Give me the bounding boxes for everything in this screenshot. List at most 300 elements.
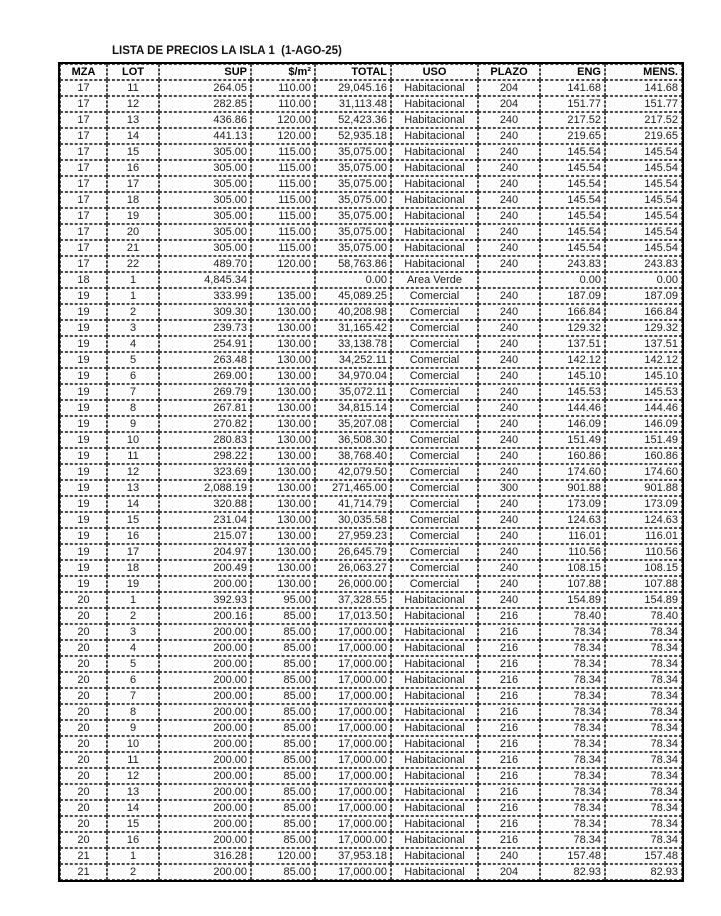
cell-plazo: 240 <box>478 496 540 512</box>
cell-lot: 1 <box>107 288 159 304</box>
cell-uso: Habitacional <box>391 704 478 720</box>
cell-total: 52,935.18 <box>315 128 391 144</box>
table-row <box>60 240 682 256</box>
cell-sup: 320.88 <box>159 496 251 512</box>
cell-mens: 144.46 <box>605 400 682 416</box>
cell-uso: Comercial <box>391 384 478 400</box>
cell-lot: 18 <box>107 192 159 208</box>
cell-mza: 19 <box>60 288 107 304</box>
cell-total: 17,000.00 <box>315 816 391 832</box>
cell-total: 35,075.00 <box>315 160 391 176</box>
cell-mens: 145.54 <box>605 176 682 192</box>
cell-price-per-m2: 130.00 <box>251 560 315 576</box>
cell-total: 31,113.48 <box>315 96 391 112</box>
cell-mens: 78.34 <box>605 752 682 768</box>
cell-sup: 264.05 <box>159 80 251 96</box>
cell-mens: 107.88 <box>605 576 682 592</box>
cell-mens: 78.34 <box>605 656 682 672</box>
cell-eng: 78.34 <box>540 832 605 848</box>
cell-plazo: 240 <box>478 512 540 528</box>
cell-uso: Habitacional <box>391 176 478 192</box>
cell-mza: 19 <box>60 352 107 368</box>
cell-mza: 20 <box>60 720 107 736</box>
cell-uso: Comercial <box>391 400 478 416</box>
table-row <box>60 672 682 688</box>
cell-plazo: 240 <box>478 448 540 464</box>
cell-uso: Comercial <box>391 464 478 480</box>
cell-uso: Habitacional <box>391 864 478 880</box>
cell-mens: 78.40 <box>605 608 682 624</box>
cell-mens: 187.09 <box>605 288 682 304</box>
cell-uso: Comercial <box>391 352 478 368</box>
cell-price-per-m2: 85.00 <box>251 816 315 832</box>
cell-sup: 305.00 <box>159 192 251 208</box>
column-header-price-per-m2: $/m² <box>251 64 315 80</box>
cell-total: 17,000.00 <box>315 704 391 720</box>
cell-uso: Comercial <box>391 528 478 544</box>
cell-price-per-m2: 115.00 <box>251 224 315 240</box>
cell-uso: Habitacional <box>391 208 478 224</box>
cell-mza: 19 <box>60 496 107 512</box>
cell-plazo: 240 <box>478 528 540 544</box>
cell-uso: Habitacional <box>391 832 478 848</box>
table-row <box>60 160 682 176</box>
cell-uso: Comercial <box>391 320 478 336</box>
cell-mens: 78.34 <box>605 800 682 816</box>
cell-price-per-m2: 130.00 <box>251 576 315 592</box>
cell-mens: 78.34 <box>605 784 682 800</box>
cell-plazo: 240 <box>478 160 540 176</box>
cell-total: 17,000.00 <box>315 720 391 736</box>
cell-price-per-m2 <box>251 272 315 288</box>
table-row <box>60 352 682 368</box>
cell-mza: 19 <box>60 384 107 400</box>
cell-price-per-m2: 130.00 <box>251 432 315 448</box>
table-row <box>60 864 682 880</box>
cell-mens: 142.12 <box>605 352 682 368</box>
cell-eng: 78.34 <box>540 688 605 704</box>
cell-uso: Comercial <box>391 496 478 512</box>
cell-mza: 19 <box>60 528 107 544</box>
cell-eng: 145.54 <box>540 160 605 176</box>
cell-price-per-m2: 135.00 <box>251 288 315 304</box>
column-header-mens: MENS. <box>605 64 682 80</box>
cell-mens: 78.34 <box>605 816 682 832</box>
cell-eng: 187.09 <box>540 288 605 304</box>
cell-uso: Habitacional <box>391 144 478 160</box>
cell-total: 17,000.00 <box>315 624 391 640</box>
cell-mza: 20 <box>60 752 107 768</box>
cell-mza: 17 <box>60 208 107 224</box>
cell-plazo: 240 <box>478 384 540 400</box>
cell-lot: 9 <box>107 720 159 736</box>
cell-eng: 151.77 <box>540 96 605 112</box>
cell-price-per-m2: 130.00 <box>251 336 315 352</box>
cell-eng: 78.34 <box>540 640 605 656</box>
cell-sup: 316.28 <box>159 848 251 864</box>
cell-plazo: 204 <box>478 96 540 112</box>
cell-total: 27,959.23 <box>315 528 391 544</box>
cell-plazo: 240 <box>478 352 540 368</box>
cell-mza: 19 <box>60 320 107 336</box>
cell-total: 17,000.00 <box>315 832 391 848</box>
cell-uso: Habitacional <box>391 720 478 736</box>
cell-total: 17,000.00 <box>315 688 391 704</box>
cell-eng: 78.34 <box>540 704 605 720</box>
cell-price-per-m2: 130.00 <box>251 400 315 416</box>
cell-plazo: 240 <box>478 224 540 240</box>
cell-sup: 200.00 <box>159 736 251 752</box>
table-row <box>60 496 682 512</box>
cell-lot: 2 <box>107 304 159 320</box>
cell-sup: 309.30 <box>159 304 251 320</box>
cell-total: 35,075.00 <box>315 208 391 224</box>
cell-eng: 78.34 <box>540 624 605 640</box>
cell-sup: 333.99 <box>159 288 251 304</box>
column-header-plazo: PLAZO <box>478 64 540 80</box>
cell-lot: 2 <box>107 608 159 624</box>
cell-price-per-m2: 115.00 <box>251 208 315 224</box>
cell-plazo: 240 <box>478 544 540 560</box>
cell-uso: Habitacional <box>391 736 478 752</box>
cell-eng: 107.88 <box>540 576 605 592</box>
cell-total: 38,768.40 <box>315 448 391 464</box>
cell-eng: 78.34 <box>540 656 605 672</box>
cell-price-per-m2: 130.00 <box>251 384 315 400</box>
column-header-lot: LOT <box>107 64 159 80</box>
cell-lot: 3 <box>107 624 159 640</box>
cell-mza: 20 <box>60 672 107 688</box>
table-row <box>60 272 682 288</box>
cell-mens: 78.34 <box>605 672 682 688</box>
cell-plazo: 204 <box>478 864 540 880</box>
cell-lot: 21 <box>107 240 159 256</box>
cell-sup: 254.91 <box>159 336 251 352</box>
cell-mza: 19 <box>60 304 107 320</box>
cell-eng: 137.51 <box>540 336 605 352</box>
table-row <box>60 400 682 416</box>
cell-price-per-m2: 85.00 <box>251 752 315 768</box>
cell-lot: 15 <box>107 512 159 528</box>
cell-mza: 19 <box>60 544 107 560</box>
cell-eng: 124.63 <box>540 512 605 528</box>
cell-mza: 19 <box>60 560 107 576</box>
cell-price-per-m2: 115.00 <box>251 144 315 160</box>
cell-mens: 141.68 <box>605 80 682 96</box>
cell-lot: 6 <box>107 672 159 688</box>
cell-lot: 10 <box>107 736 159 752</box>
cell-mens: 217.52 <box>605 112 682 128</box>
table-row <box>60 528 682 544</box>
cell-uso: Area Verde <box>391 272 478 288</box>
cell-sup: 282.85 <box>159 96 251 112</box>
cell-eng: 145.10 <box>540 368 605 384</box>
cell-eng: 141.68 <box>540 80 605 96</box>
cell-price-per-m2: 85.00 <box>251 832 315 848</box>
cell-mza: 20 <box>60 704 107 720</box>
cell-mza: 17 <box>60 128 107 144</box>
cell-uso: Habitacional <box>391 672 478 688</box>
cell-mza: 17 <box>60 112 107 128</box>
cell-mza: 20 <box>60 768 107 784</box>
table-row <box>60 512 682 528</box>
cell-lot: 16 <box>107 528 159 544</box>
table-row <box>60 576 682 592</box>
price-table <box>60 64 682 880</box>
cell-eng: 78.34 <box>540 720 605 736</box>
cell-uso: Habitacional <box>391 192 478 208</box>
cell-lot: 5 <box>107 656 159 672</box>
cell-mens: 145.54 <box>605 240 682 256</box>
cell-plazo: 300 <box>478 480 540 496</box>
cell-lot: 15 <box>107 144 159 160</box>
cell-sup: 200.00 <box>159 672 251 688</box>
cell-mza: 20 <box>60 784 107 800</box>
cell-sup: 200.00 <box>159 768 251 784</box>
cell-price-per-m2: 130.00 <box>251 416 315 432</box>
cell-total: 17,000.00 <box>315 752 391 768</box>
cell-mza: 17 <box>60 160 107 176</box>
table-row <box>60 480 682 496</box>
cell-total: 34,970.04 <box>315 368 391 384</box>
cell-sup: 200.00 <box>159 832 251 848</box>
cell-sup: 489.70 <box>159 256 251 272</box>
table-row <box>60 704 682 720</box>
column-header-total: TOTAL <box>315 64 391 80</box>
cell-total: 37,953.18 <box>315 848 391 864</box>
table-row <box>60 128 682 144</box>
cell-price-per-m2: 85.00 <box>251 784 315 800</box>
cell-eng: 145.54 <box>540 176 605 192</box>
cell-sup: 267.81 <box>159 400 251 416</box>
cell-uso: Comercial <box>391 416 478 432</box>
cell-total: 35,075.00 <box>315 240 391 256</box>
cell-lot: 13 <box>107 480 159 496</box>
cell-sup: 270.82 <box>159 416 251 432</box>
cell-lot: 1 <box>107 592 159 608</box>
table-row <box>60 624 682 640</box>
cell-mens: 124.63 <box>605 512 682 528</box>
cell-mens: 151.77 <box>605 96 682 112</box>
cell-total: 30,035.58 <box>315 512 391 528</box>
cell-mza: 19 <box>60 480 107 496</box>
cell-total: 26,645.79 <box>315 544 391 560</box>
cell-total: 45,089.25 <box>315 288 391 304</box>
cell-eng: 217.52 <box>540 112 605 128</box>
cell-price-per-m2: 115.00 <box>251 192 315 208</box>
table-row <box>60 832 682 848</box>
cell-price-per-m2: 85.00 <box>251 608 315 624</box>
cell-price-per-m2: 85.00 <box>251 800 315 816</box>
cell-sup: 200.00 <box>159 864 251 880</box>
cell-mza: 17 <box>60 224 107 240</box>
cell-mens: 154.89 <box>605 592 682 608</box>
cell-eng: 145.54 <box>540 208 605 224</box>
cell-total: 36,508.30 <box>315 432 391 448</box>
cell-lot: 13 <box>107 112 159 128</box>
cell-price-per-m2: 95.00 <box>251 592 315 608</box>
cell-sup: 280.83 <box>159 432 251 448</box>
cell-sup: 263.48 <box>159 352 251 368</box>
cell-lot: 14 <box>107 128 159 144</box>
table-row <box>60 688 682 704</box>
cell-mens: 110.56 <box>605 544 682 560</box>
cell-plazo: 240 <box>478 336 540 352</box>
cell-mza: 19 <box>60 448 107 464</box>
cell-lot: 12 <box>107 96 159 112</box>
cell-plazo: 216 <box>478 800 540 816</box>
table-row <box>60 336 682 352</box>
cell-eng: 129.32 <box>540 320 605 336</box>
cell-eng: 116.01 <box>540 528 605 544</box>
cell-plazo: 216 <box>478 688 540 704</box>
table-row <box>60 368 682 384</box>
cell-plazo: 240 <box>478 320 540 336</box>
cell-lot: 9 <box>107 416 159 432</box>
cell-uso: Comercial <box>391 368 478 384</box>
cell-price-per-m2: 130.00 <box>251 320 315 336</box>
cell-lot: 20 <box>107 224 159 240</box>
cell-sup: 392.93 <box>159 592 251 608</box>
cell-total: 17,000.00 <box>315 768 391 784</box>
table-row <box>60 96 682 112</box>
cell-mens: 145.54 <box>605 160 682 176</box>
cell-mza: 18 <box>60 272 107 288</box>
cell-lot: 10 <box>107 432 159 448</box>
cell-mens: 78.34 <box>605 832 682 848</box>
cell-plazo: 240 <box>478 576 540 592</box>
cell-lot: 1 <box>107 848 159 864</box>
cell-eng: 145.54 <box>540 240 605 256</box>
cell-mza: 20 <box>60 592 107 608</box>
cell-sup: 436.86 <box>159 112 251 128</box>
cell-mza: 19 <box>60 432 107 448</box>
cell-price-per-m2: 130.00 <box>251 544 315 560</box>
cell-uso: Comercial <box>391 480 478 496</box>
table-row <box>60 544 682 560</box>
cell-plazo: 240 <box>478 400 540 416</box>
cell-lot: 12 <box>107 768 159 784</box>
cell-total: 35,207.08 <box>315 416 391 432</box>
cell-sup: 215.07 <box>159 528 251 544</box>
cell-eng: 78.34 <box>540 752 605 768</box>
cell-plazo: 240 <box>478 144 540 160</box>
cell-total: 271,465.00 <box>315 480 391 496</box>
cell-eng: 78.34 <box>540 768 605 784</box>
cell-total: 17,000.00 <box>315 784 391 800</box>
cell-plazo: 216 <box>478 736 540 752</box>
cell-mens: 146.09 <box>605 416 682 432</box>
cell-mens: 78.34 <box>605 624 682 640</box>
cell-mens: 145.54 <box>605 192 682 208</box>
cell-total: 26,000.00 <box>315 576 391 592</box>
cell-price-per-m2: 85.00 <box>251 656 315 672</box>
cell-mens: 145.10 <box>605 368 682 384</box>
table-row <box>60 432 682 448</box>
table-row <box>60 768 682 784</box>
cell-price-per-m2: 115.00 <box>251 240 315 256</box>
cell-sup: 305.00 <box>159 240 251 256</box>
cell-plazo: 204 <box>478 80 540 96</box>
cell-plazo: 240 <box>478 416 540 432</box>
cell-plazo: 216 <box>478 624 540 640</box>
cell-eng: 144.46 <box>540 400 605 416</box>
cell-uso: Comercial <box>391 304 478 320</box>
cell-mens: 78.34 <box>605 768 682 784</box>
cell-plazo: 216 <box>478 656 540 672</box>
cell-price-per-m2: 120.00 <box>251 848 315 864</box>
cell-total: 34,252.11 <box>315 352 391 368</box>
cell-eng: 243.83 <box>540 256 605 272</box>
cell-mens: 129.32 <box>605 320 682 336</box>
cell-plazo: 240 <box>478 592 540 608</box>
cell-sup: 200.00 <box>159 800 251 816</box>
cell-uso: Habitacional <box>391 240 478 256</box>
cell-mens: 78.34 <box>605 704 682 720</box>
table-row <box>60 256 682 272</box>
table-row <box>60 288 682 304</box>
cell-price-per-m2: 120.00 <box>251 112 315 128</box>
cell-mens: 145.54 <box>605 224 682 240</box>
cell-total: 17,000.00 <box>315 800 391 816</box>
cell-lot: 3 <box>107 320 159 336</box>
cell-price-per-m2: 130.00 <box>251 464 315 480</box>
cell-mza: 20 <box>60 624 107 640</box>
cell-eng: 901.88 <box>540 480 605 496</box>
cell-uso: Habitacional <box>391 624 478 640</box>
table-row <box>60 784 682 800</box>
cell-total: 26,063.27 <box>315 560 391 576</box>
table-row <box>60 752 682 768</box>
cell-uso: Habitacional <box>391 96 478 112</box>
cell-plazo: 216 <box>478 752 540 768</box>
cell-mza: 17 <box>60 80 107 96</box>
cell-eng: 173.09 <box>540 496 605 512</box>
cell-total: 34,815.14 <box>315 400 391 416</box>
cell-total: 17,000.00 <box>315 640 391 656</box>
cell-lot: 15 <box>107 816 159 832</box>
cell-total: 17,000.00 <box>315 736 391 752</box>
cell-sup: 200.00 <box>159 752 251 768</box>
cell-price-per-m2: 85.00 <box>251 768 315 784</box>
cell-price-per-m2: 85.00 <box>251 704 315 720</box>
cell-mza: 17 <box>60 256 107 272</box>
cell-price-per-m2: 130.00 <box>251 448 315 464</box>
cell-eng: 157.48 <box>540 848 605 864</box>
cell-lot: 22 <box>107 256 159 272</box>
cell-mens: 219.65 <box>605 128 682 144</box>
cell-uso: Habitacional <box>391 752 478 768</box>
cell-total: 35,075.00 <box>315 144 391 160</box>
cell-sup: 200.00 <box>159 784 251 800</box>
cell-sup: 298.22 <box>159 448 251 464</box>
cell-eng: 142.12 <box>540 352 605 368</box>
cell-mza: 17 <box>60 192 107 208</box>
table-row <box>60 448 682 464</box>
cell-uso: Habitacional <box>391 160 478 176</box>
cell-uso: Habitacional <box>391 224 478 240</box>
cell-eng: 82.93 <box>540 864 605 880</box>
cell-total: 17,000.00 <box>315 656 391 672</box>
cell-uso: Comercial <box>391 560 478 576</box>
cell-lot: 12 <box>107 464 159 480</box>
cell-plazo: 240 <box>478 848 540 864</box>
cell-uso: Habitacional <box>391 816 478 832</box>
cell-plazo: 216 <box>478 832 540 848</box>
cell-total: 35,075.00 <box>315 224 391 240</box>
cell-lot: 1 <box>107 272 159 288</box>
cell-mens: 78.34 <box>605 720 682 736</box>
